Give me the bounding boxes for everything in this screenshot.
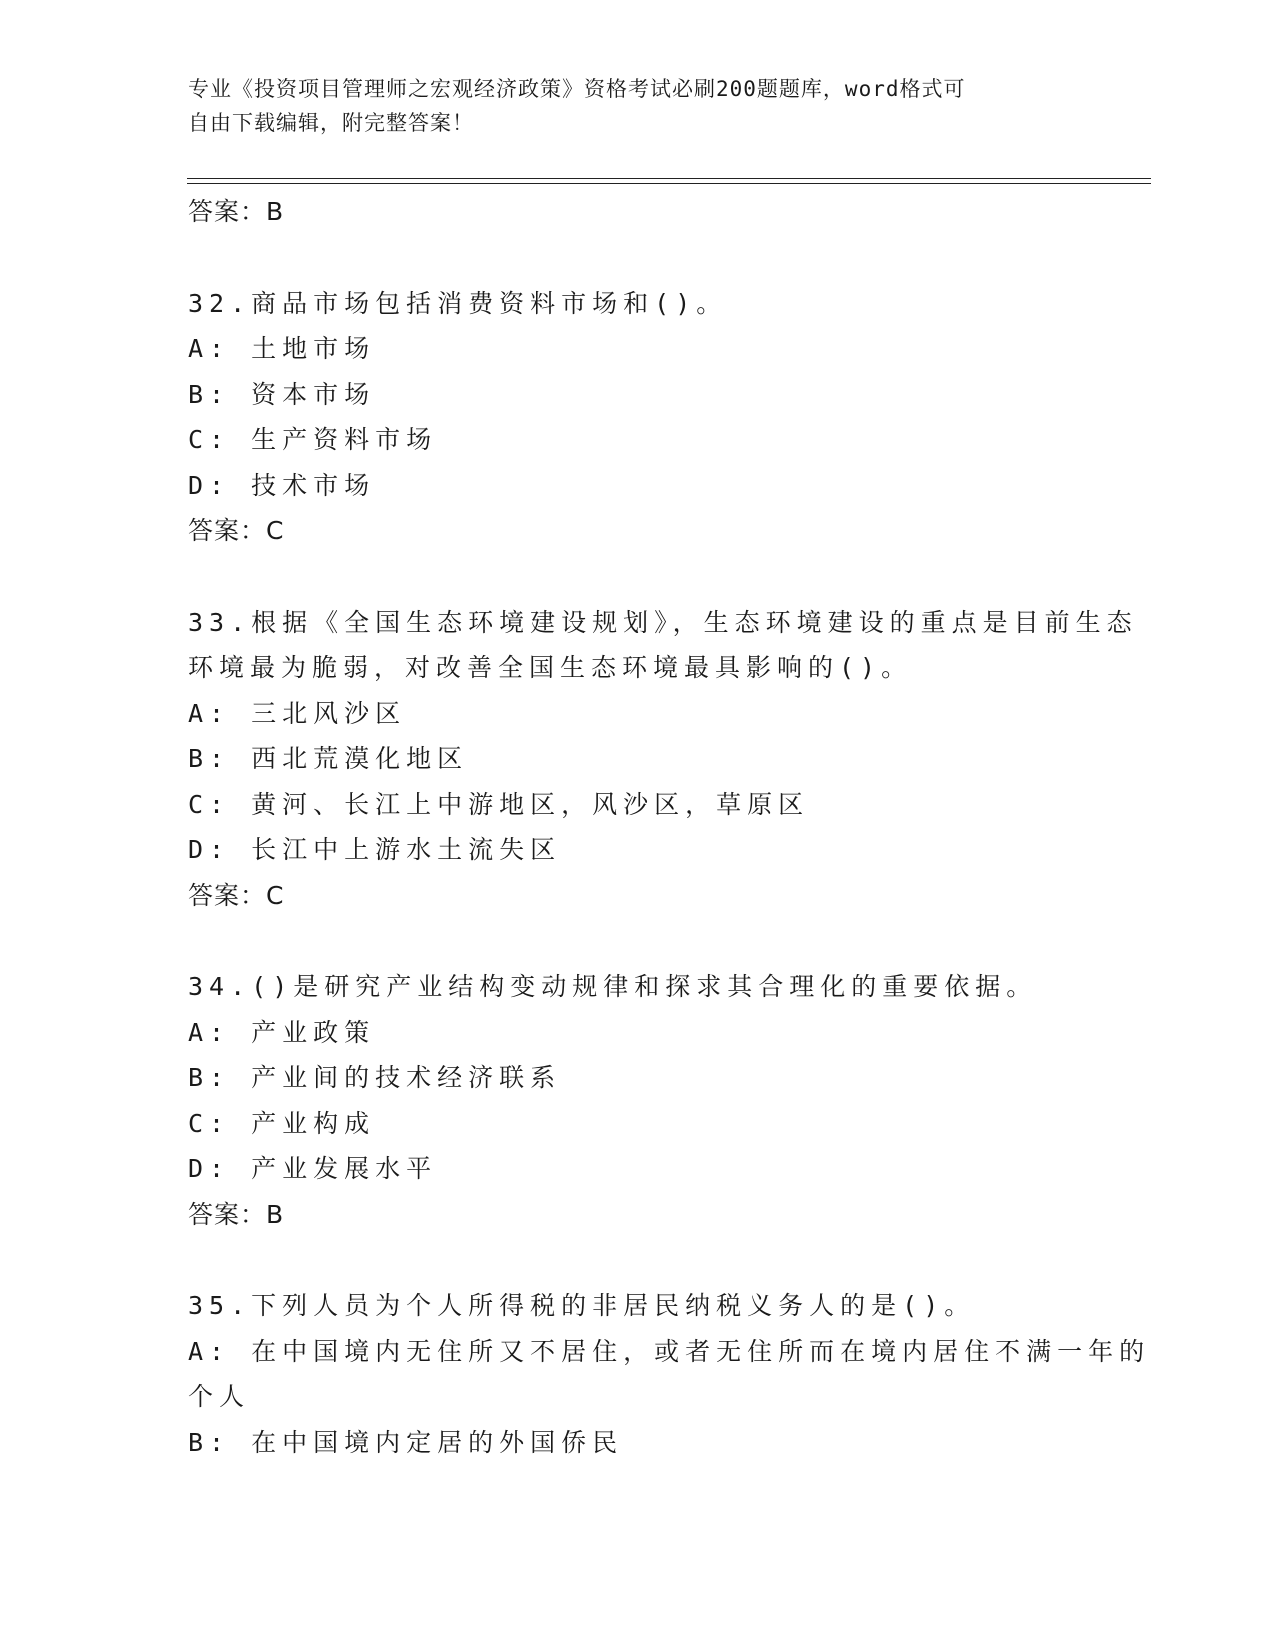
header-line-2: 自由下载编辑，附完整答案！ — [188, 111, 474, 135]
option-c: C: 生产资料市场 — [188, 425, 438, 454]
option-a-line-1: A: 在中国境内无住所又不居住，或者无住所而在境内居住不满一年的 — [188, 1336, 1151, 1366]
answer-line: 答案：C — [188, 880, 285, 910]
option-b: B: 产业间的技术经济联系 — [188, 1063, 562, 1092]
option-a: A: 三北风沙区 — [188, 698, 407, 728]
option-b: B: 资本市场 — [188, 379, 376, 409]
question-stem: 34.()是研究产业结构变动规律和探求其合理化的重要依据。 — [188, 972, 1038, 1001]
answer-line: 答案：B — [188, 1199, 285, 1229]
question-32 — [188, 281, 1088, 554]
option-a: A: 土地市场 — [188, 334, 376, 363]
question-stem: 35.下列人员为个人所得税的非居民纳税义务人的是()。 — [188, 1291, 976, 1320]
option-d: D: 技术市场 — [188, 470, 376, 500]
option-b: B: 西北荒漠化地区 — [188, 744, 469, 773]
option-a: A: 产业政策 — [188, 1017, 376, 1047]
option-a-line-2: 个人 — [188, 1382, 251, 1411]
option-d: D: 产业发展水平 — [188, 1154, 438, 1183]
option-c: C: 产业构成 — [188, 1108, 376, 1138]
question-stem-line-1: 33.根据《全国生态环境建设规划》，生态环境建设的重点是目前生态 — [188, 607, 1138, 637]
option-c: C: 黄河、长江上中游地区，风沙区，草原区 — [188, 789, 810, 819]
answer-line: 答案：B — [188, 197, 285, 226]
header-divider-bottom — [187, 183, 1151, 184]
question-34 — [188, 964, 1088, 1237]
question-33 — [188, 600, 1138, 919]
answer-line: 答案：C — [188, 516, 285, 545]
question-stem-line-2: 环境最为脆弱，对改善全国生态环境最具影响的()。 — [188, 653, 913, 682]
option-b: B: 在中国境内定居的外国侨民 — [188, 1427, 624, 1457]
question-list — [188, 189, 1151, 1465]
header-divider-top — [187, 178, 1151, 179]
document-header — [188, 72, 1088, 140]
header-line-1: 专业《投资项目管理师之宏观经济政策》资格考试必刷200题题库，word格式可 — [188, 77, 966, 101]
question-35 — [188, 1283, 1151, 1465]
question-stem: 32.商品市场包括消费资料市场和()。 — [188, 288, 728, 318]
option-d: D: 长江中上游水土流失区 — [188, 835, 562, 864]
